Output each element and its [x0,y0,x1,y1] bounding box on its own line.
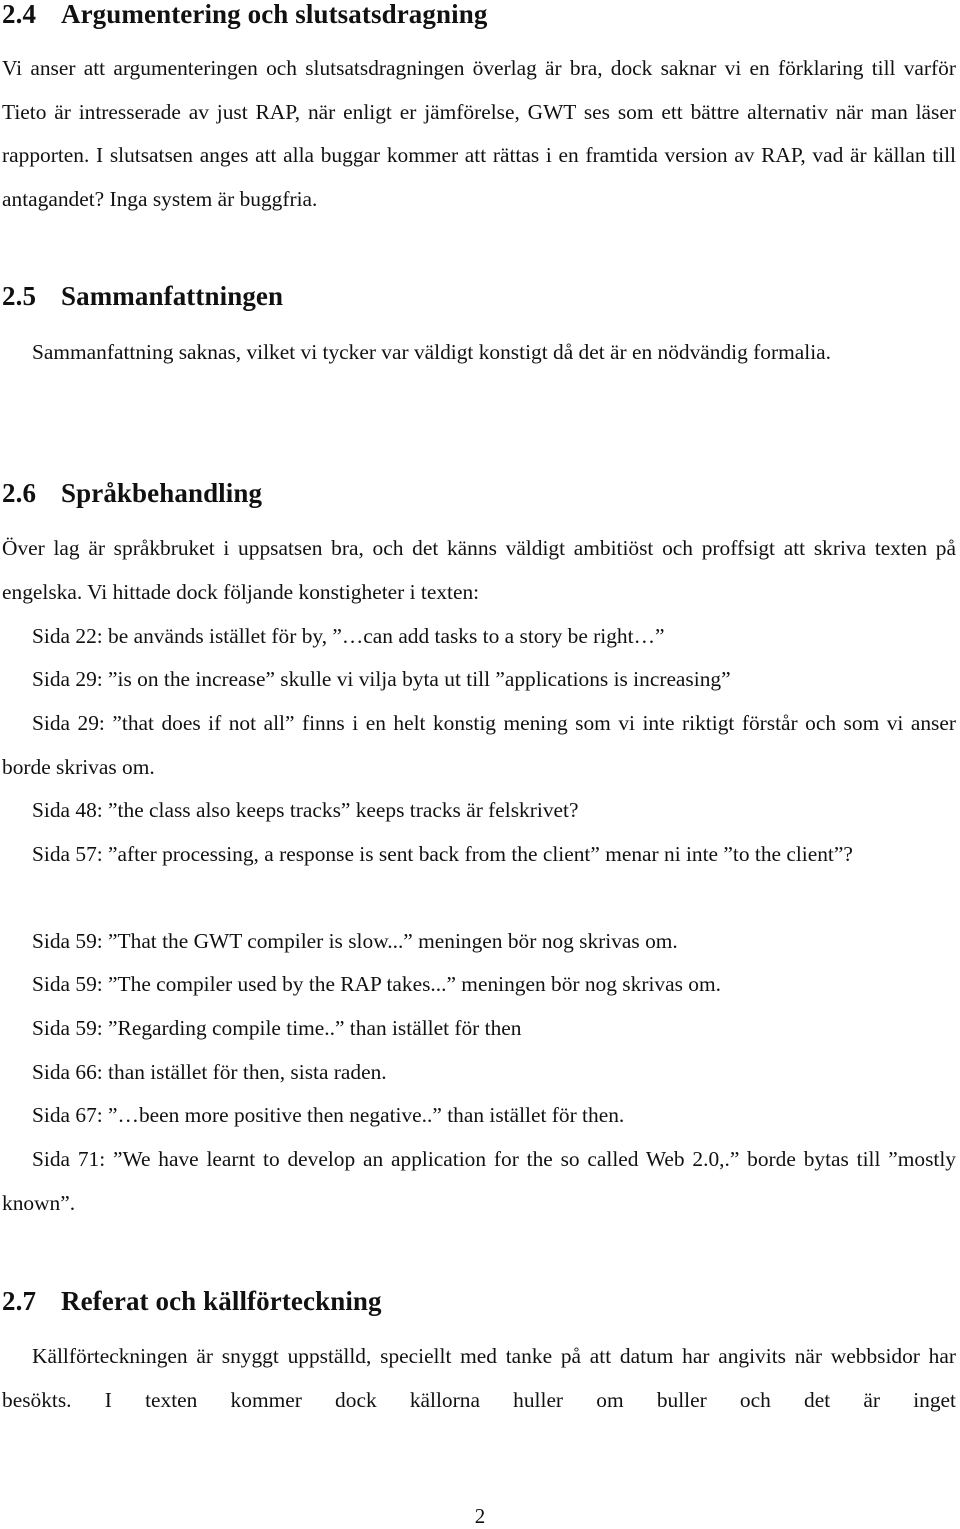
section-heading-2-4 [2,0,487,30]
section-title: Språkbehandling [61,478,263,508]
language-issue-item: Sida 66: than istället för then, sista raden. [32,1060,387,1084]
section-title: Argumentering och slutsatsdragning [61,0,488,29]
section-2-5-paragraph: Sammanfattning saknas, vilket vi tycker var väldigt konstigt då det är en nödvändig formalia. [32,340,831,364]
language-issue-item: Sida 71: ”We have learnt to develop an application for the so called Web 2.0,.” borde bytas till ”mostly known”. [2,1147,956,1215]
section-number: 2.4 [2,0,37,29]
language-issue-item: Sida 29: ”is on the increase” skulle vi vilja byta ut till ”applications is increasing” [32,667,731,691]
language-issue-item: Sida 57: ”after processing, a response is sent back from the client” menar ni inte ”to the client”? [32,842,853,866]
section-heading-2-7 [2,1285,382,1317]
section-2-6-intro: Över lag är språkbruket i uppsatsen bra, och det känns väldigt ambitiöst och proffsigt att skriva texten på engelska. Vi hittade dock följande konstigheter i texten: [2,536,956,604]
language-issue-item: Sida 59: ”That the GWT compiler is slow...” meningen bör nog skrivas om. [32,929,678,953]
section-2-4-paragraph: Vi anser att argumenteringen och slutsatsdragningen överlag är bra, dock saknar vi en förklaring till varför Tieto är intresserade av just RAP, när enligt er jämförelse, GWT ses som ett bättre alternativ när man läser rapporten. I slutsatsen anges att alla buggar kommer att rättas i en framtida version av RAP, vad är källan till antagandet? Inga system är buggfria. [2,56,956,211]
language-issue-item: Sida 59: ”The compiler used by the RAP takes...” meningen bör nog skrivas om. [32,972,721,996]
section-number: 2.5 [2,281,37,311]
language-issue-item: Sida 22: be används istället för by, ”…can add tasks to a story be right…” [32,624,665,648]
language-issue-item: Sida 59: ”Regarding compile time..” than istället för then [32,1016,522,1040]
section-heading-2-6 [2,477,262,509]
language-issue-item: Sida 67: ”…been more positive then negative..” than istället för then. [32,1103,625,1127]
section-number: 2.7 [2,1286,37,1316]
section-title: Referat och källförteckning [61,1286,382,1316]
section-heading-2-5 [2,280,283,312]
section-title: Sammanfattningen [61,281,284,311]
language-issue-item: Sida 29: ”that does if not all” finns i en helt konstig mening som vi inte riktigt förstår och som vi anser borde skrivas om. [2,711,956,779]
page-number: 2 [474,1504,486,1528]
language-issue-item: Sida 48: ”the class also keeps tracks” keeps tracks är felskrivet? [32,798,579,822]
section-2-7-paragraph: Källförteckningen är snyggt uppställd, speciellt med tanke på att datum har angivits när webbsidor har besökts. I texten kommer dock källorna huller om buller och det är inget [2,1344,956,1412]
section-number: 2.6 [2,478,37,508]
